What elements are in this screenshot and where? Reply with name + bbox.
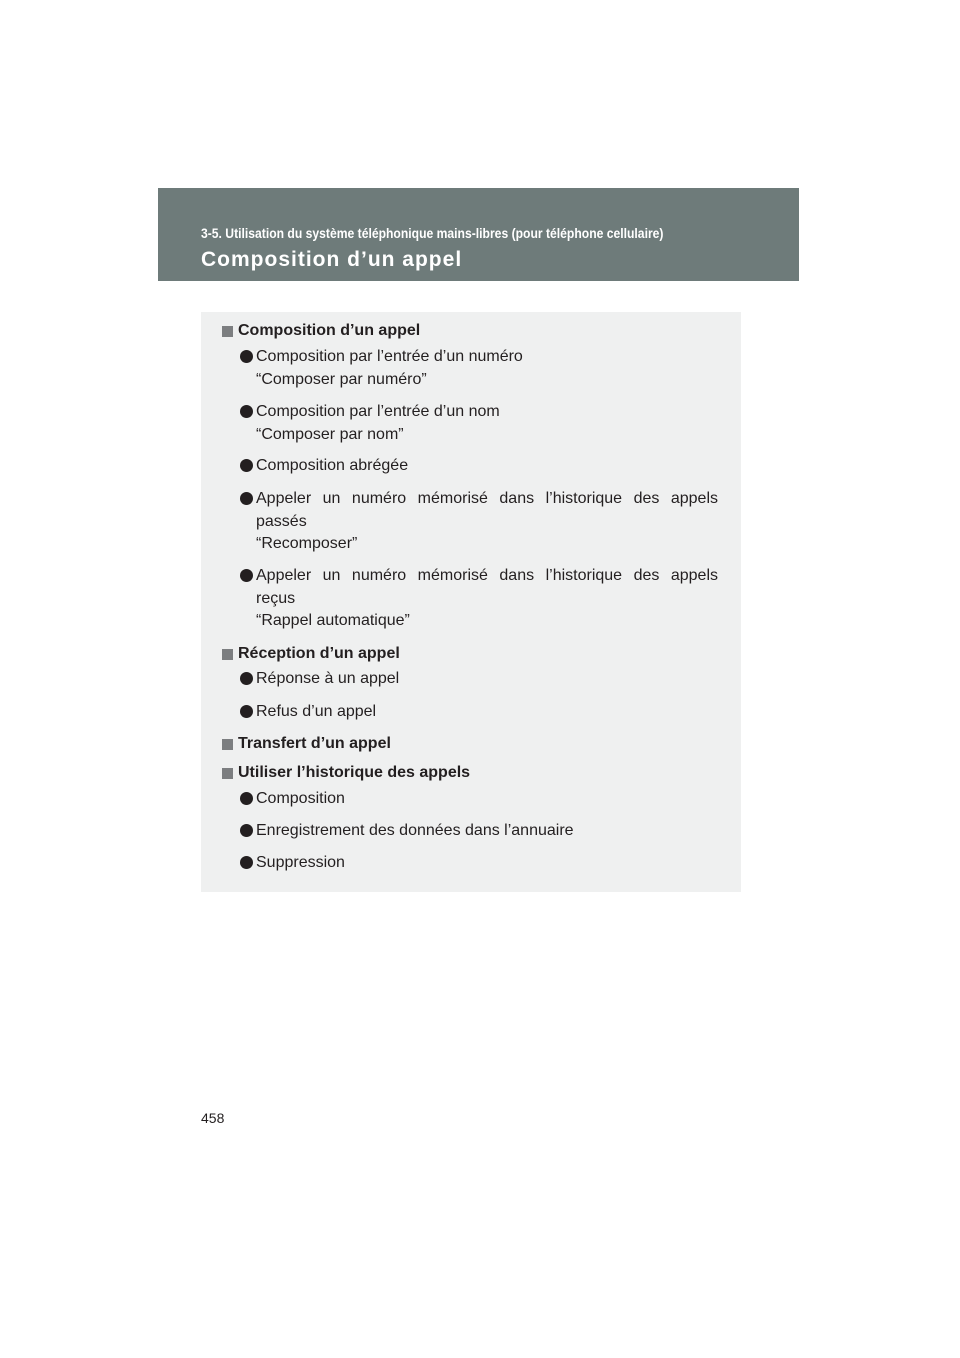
list-item: Composition par l’entrée d’un nom “Composer par nom”	[240, 401, 718, 446]
square-bullet-icon	[222, 649, 233, 660]
list-item: Suppression	[240, 852, 718, 875]
summary-box: Composition d’un appel Composition par l’entrée d’un numéro “Composer par numéro” Composition par l’entrée d’un nom “Composer par nom” Composition abrégée Appeler un numéro mémorisé dans l’historique des appels passés “Recomposer” Appeler un numéro mémorisé dans l’historique des appels reçus “Rappel automatique” Réception d’un appel Réponse à un appel Refus d’un appel Transfert d’un appel Utiliser l’historique des appels Composition Enregistrement des données dans l’annuaire Suppression	[201, 312, 741, 892]
square-bullet-icon	[222, 326, 233, 337]
list-item: Refus d’un appel	[240, 701, 718, 724]
bullet-icon	[240, 569, 253, 582]
section-breadcrumb: 3-5. Utilisation du système téléphonique mains-libres (pour téléphone cellulaire)	[201, 226, 664, 241]
page-number: 458	[201, 1110, 225, 1126]
bullet-icon	[240, 856, 253, 869]
list-item: Composition	[240, 788, 718, 811]
square-bullet-icon	[222, 739, 233, 750]
bullet-icon	[240, 459, 253, 472]
list-item: Appeler un numéro mémorisé dans l’historique des appels passés “Recomposer”	[240, 488, 718, 556]
list-item: Composition abrégée	[240, 455, 718, 478]
list-item: Enregistrement des données dans l’annuaire	[240, 820, 718, 843]
bullet-icon	[240, 492, 253, 505]
square-bullet-icon	[222, 768, 233, 779]
bullet-icon	[240, 672, 253, 685]
bullet-icon	[240, 824, 253, 837]
bullet-icon	[240, 792, 253, 805]
bullet-icon	[240, 350, 253, 363]
page-title: Composition d’un appel	[201, 248, 463, 271]
list-item: Composition par l’entrée d’un numéro “Composer par numéro”	[240, 346, 718, 391]
bullet-icon	[240, 405, 253, 418]
list-item: Appeler un numéro mémorisé dans l’historique des appels reçus “Rappel automatique”	[240, 565, 718, 633]
section-header	[158, 188, 799, 281]
list-item: Réponse à un appel	[240, 668, 718, 691]
bullet-icon	[240, 705, 253, 718]
